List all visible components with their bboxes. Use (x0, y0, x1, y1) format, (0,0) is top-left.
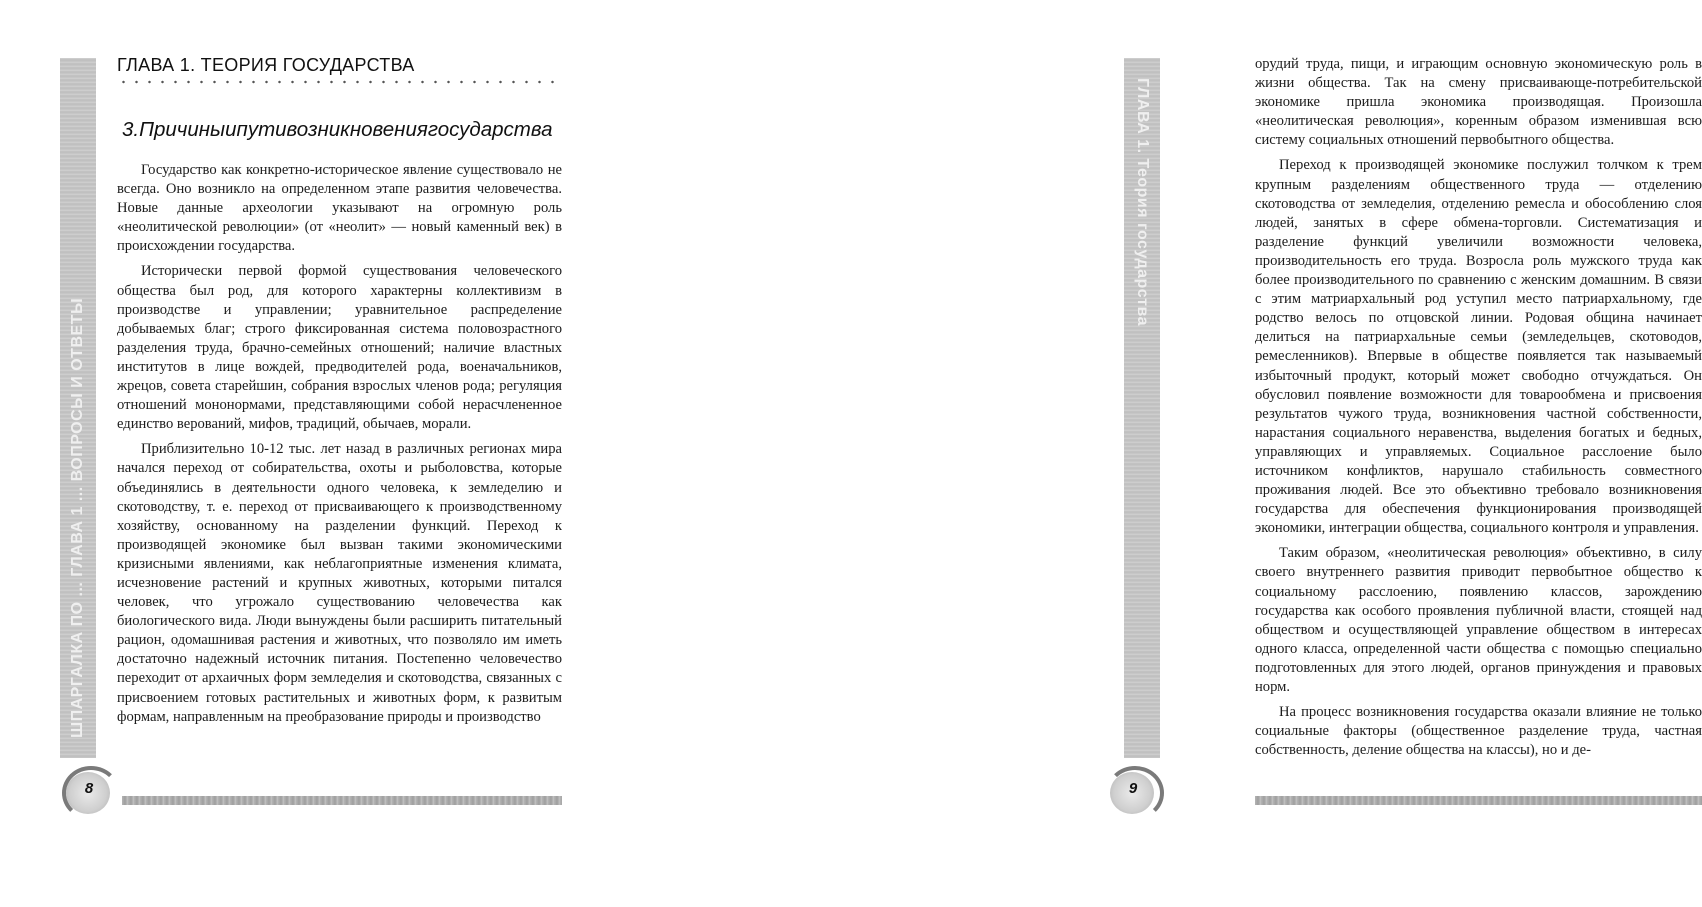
right-side-strip (1124, 58, 1160, 758)
page-number: 9 (1128, 780, 1138, 797)
continuation-paragraph: орудий труда, пищи, и играющим основную экономическую роль в жизни общества. Так на смену присваивающе-потребительской экономике пришла экономика производящая. Произошла «неолитическая революция», коренным образом изменившая всю систему социальных отношений первобытного общества. (1255, 56, 1702, 149)
left-page (0, 0, 600, 907)
page-number-badge-right (1106, 766, 1160, 816)
left-side-strip (60, 58, 96, 758)
left-strip-text: ШПАРГАЛКА ПО ... ГЛАВА 1 ... ВОПРОСЫ И ОТВЕТЫ (69, 297, 86, 738)
dotted-divider (117, 80, 562, 84)
page-number-badge-left (62, 766, 116, 816)
paragraph: На процесс возникновения государства оказали влияние не только социальные факторы (общественное разделение труда, частная собственность, деление общества на классы), но и де- (1255, 704, 1702, 759)
paragraph: Приблизительно 10-12 тыс. лет назад в различных регионах мира начался переход от собирательства, охоты и рыболовства, которые объединялись в деятельности одного человека, к земледелию и скотоводству, т. е. переход от присваивающего к производственному хозяйству, основанному на разделении функций. Переход к производящей экономике был вызван такими экономическими кризисными явлениями, как неблагоприятные изменения климата, исчезновение растений и крупных животных, которыми питался человек, что угрожало существованию человечества как биологического вида. Люди вынуждены были расширить питательный рацион, одомашнивая растения и животных, что позволяло им иметь достаточно надежный источник питания. Постепенно человечество переходит от архаичных форм земледелия и скотоводства, связанных с присвоением готовых растительных и животных форм, к развитым формам, направленным на преобразование природы и производство (117, 441, 562, 725)
page-number: 8 (84, 780, 94, 797)
footer-bar-right (1255, 796, 1702, 805)
right-strip-text: ГЛАВА 1. Теория государства (1134, 78, 1151, 327)
section-title: 3.Причиныипутивозникновениягосударства (122, 118, 553, 141)
right-body-text (1255, 55, 1702, 760)
chapter-header: ГЛАВА 1. ТЕОРИЯ ГОСУДАРСТВА (117, 55, 415, 75)
footer-bar-left (122, 796, 562, 805)
paragraph: Исторически первой формой существования человеческого общества был род, для которого характерны коллективизм в производстве и управлении; уравнительное распределение добываемых благ; строго фиксированная система половозрастного разделения труда, брачно-семейных отношений; наличие властных институтов в лице вождей, предводителей рода, военачальников, жрецов, совета старейшин, собрания взрослых членов рода; регуляция отношений мононормами, представляющими собой нерасчлененное единство верований, мифов, традиций, обычаев, морали. (117, 263, 562, 433)
paragraph: Таким образом, «неолитическая революция» объективно, в силу своего внутреннего развития приводит первобытное общество к социальному расслоению, появлению классов, зарождению государства как особого проявления публичной власти, стоящей над обществом и осуществляющей управление обществом в интересах одного класса, определенной части общества с помощью специально подготовленных для этого людей, органов принуждения и правовых норм. (1255, 545, 1702, 695)
left-body-text (117, 161, 562, 727)
paragraph: Государство как конкретно-историческое явление существовало не всегда. Оно возникло на определенном этапе развития человечества. Новые данные археологии указывают на огромную роль «неолитической революции» (от «неолит» — новый каменный век) в происхождении государства. (117, 162, 562, 255)
paragraph: Переход к производящей экономике послужил толчком к трем крупным разделениям общественного труда — отделению скотоводства от земледелия, отделению ремесла и обособлению слоя людей, занятых в сфере обмена-торговли. Систематизация и разделение функций увеличили возможности человека, производительность его труда. Возросла роль мужского труда как более производительного по сравнению с женским домашним. В связи с этим матриархальный род уступил место патриархальному, где родство велось по отцовской линии. Родовая община начинает делиться на патриархальные семьи (земледельцев, скотоводов, ремесленников). Впервые в обществе появляется так называемый избыточный продукт, который может свободно отчуждаться. Он обусловил появление возможности для товарообмена и присвоения результатов чужого труда, возникновения частной собственности, нарастания социального неравенства, выделения богатых и бедных, управляющих и управляемых. Социальное расслоение было источником конфликтов, нарушало стабильность совместного проживания людей. Все это объективно требовало возникновения государства для обеспечения функционирования производящей экономики, интеграции общества, социального контроля и управления. (1255, 157, 1702, 537)
